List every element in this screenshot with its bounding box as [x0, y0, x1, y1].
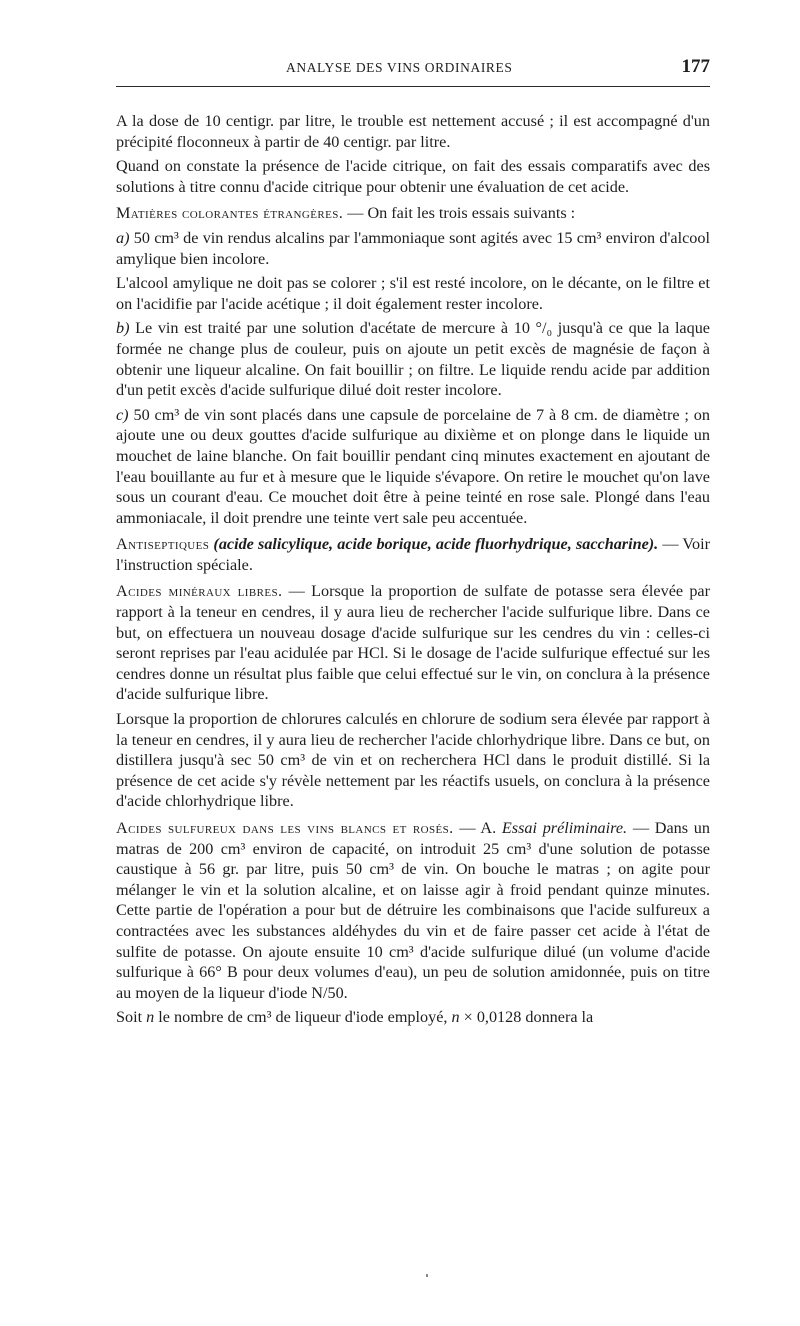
parenthetical: (acide salicylique, acide borique, acide fluorhydrique, saccharine).: [209, 535, 659, 554]
paragraph: Quand on constate la présence de l'acide citrique, on fait des essais comparatifs avec des solutions à titre connu d'acide citrique pour obtenir une évaluation de cet acide.: [116, 157, 710, 196]
paragraph: Lorsque la proportion de chlorures calculés en chlorure de sodium sera élevée par rapport à la teneur en cendres, il y aura lieu de rechercher l'acide chlorhydrique libre. Dans ce but, on distillera jusqu'à sec 50 cm³ de vin et on recherchera HCl dans le produit distillé. Si la présence de cet acide s'y révèle nettement par les réactifs usuels, on conclura à la présence d'acide chlorhydrique libre.: [116, 710, 710, 811]
paragraph: L'alcool amylique ne doit pas se colorer ; s'il est resté incolore, on le décante, on le filtre et on l'acidifie par l'acide acétique ; il doit également rester incolore.: [116, 274, 710, 313]
paragraph-text: 50 cm³ de vin rendus alcalins par l'ammoniaque sont agités avec 15 cm³ environ d'alcool amylique bien incolore.: [116, 228, 710, 268]
paragraph: [116, 405, 710, 529]
page: [116, 52, 710, 1032]
subsection-title: Essai préliminaire.: [501, 819, 628, 837]
paragraph: A la dose de 10 centigr. par litre, le trouble est nettement accusé ; il est accompagné d'un précipité floconneux à partir de 40 centigr. par litre.: [116, 112, 710, 151]
paragraph-text: × 0,0128 donnera la: [459, 1008, 594, 1027]
paragraph: [116, 228, 710, 269]
paragraph-text: Le vin est traité par une solution d'acétate de mercure à 10 °/₀ jusqu'à ce que la laque formée ne change plus de couleur, puis on ajoute un petit excès de magnésie de façon à obtenir une liqueur alcaline. On fait bouillir ; on filtre. Le liquide rendu acide par addition d'un petit excès d'acide sulfurique dilué doit rester incolore.: [116, 319, 710, 400]
running-head: ANALYSE DES VINS ORDINAIRES: [286, 60, 513, 75]
variable: n: [146, 1008, 155, 1027]
item-label: a): [116, 228, 130, 247]
print-speck: [426, 1274, 428, 1277]
paragraph: [116, 1007, 710, 1028]
paragraph-text: — On fait les trois essais suivants :: [343, 204, 576, 223]
paragraph-text: Soit: [116, 1008, 147, 1027]
subsection-marker: — A.: [453, 819, 502, 837]
paragraph-text: le nombre de cm³ de liqueur d'iode employé,: [154, 1008, 452, 1027]
paragraph: [116, 581, 710, 705]
paragraph: [116, 534, 710, 575]
section-heading: Matières colorantes étrangères.: [116, 204, 344, 223]
paragraph: [116, 203, 710, 224]
paragraph: [116, 318, 710, 400]
section-heading: Acides sulfureux dans les vins blancs et rosés.: [116, 819, 454, 837]
page-body: [116, 111, 710, 1028]
paragraph-text: — Lorsque la proportion de sulfate de potasse sera élevée par rapport à la teneur en cendres, il y aura lieu de rechercher l'acide sulfurique libre. Dans ce but, on effectuera un nouveau dosage d'acide sulfurique sur les cendres du vin : celles-ci seront reprises par l'eau acidulée par HCl. Si le dosage de l'acide sulfurique effectué sur les cendres donne un résultat plus faible que celui effectué sur le vin, on conclura à la présence d'acide sulfurique libre.: [116, 582, 711, 704]
paragraph-text: — Dans un matras de 200 cm³ environ de capacité, on introduit 25 cm³ d'une solution de potasse caustique à 56 gr. par litre, puis 50 cm³ de vin. On bouche le matras ; on agite pour mélanger le vin et la solution alcaline, et on laisse agir à froid pendant quinze minutes. Cette partie de l'opération a pour but de détruire les combinaisons que l'acide sulfureux a contractées avec les substances aldéhydes du vin et de faire passer cet acide à l'état de sulfite de potasse. On ajoute ensuite 10 cm³ d'acide sulfurique dilué (un volume d'acide sulfurique à 66° B pour deux volumes d'eau), un peu de solution amidonnée, puis on titre au moyen de la liqueur d'iode N/50.: [116, 819, 710, 1002]
page-number: 177: [681, 56, 710, 77]
paragraph: [116, 818, 710, 1003]
paragraph-text: 50 cm³ de vin sont placés dans une capsule de porcelaine de 7 à 8 cm. de diamètre ; on ajoute une ou deux gouttes d'acide sulfurique au dixième et on plonge dans le liquide un mouchet de laine blanche. On fait bouillir pendant cinq minutes exactement en ajoutant de l'eau bouillante au fur et à mesure que le liquide s'évapore. On retire le mouchet qu'on lave sous un courant d'eau. Ce mouchet doit être à peine teinté en rose sale. Plongé dans l'eau ammoniacale, il doit prendre une teinte vert sale peu accentuée.: [116, 405, 710, 527]
page-header: [116, 52, 710, 87]
section-heading: Acides minéraux libres.: [116, 582, 283, 601]
item-label: c): [116, 405, 129, 424]
section-heading: Antiseptiques: [116, 535, 210, 554]
item-label: b): [116, 319, 130, 338]
variable: n: [451, 1008, 460, 1027]
paragraph-text: — Voir l'instruction spéciale.: [116, 535, 711, 574]
